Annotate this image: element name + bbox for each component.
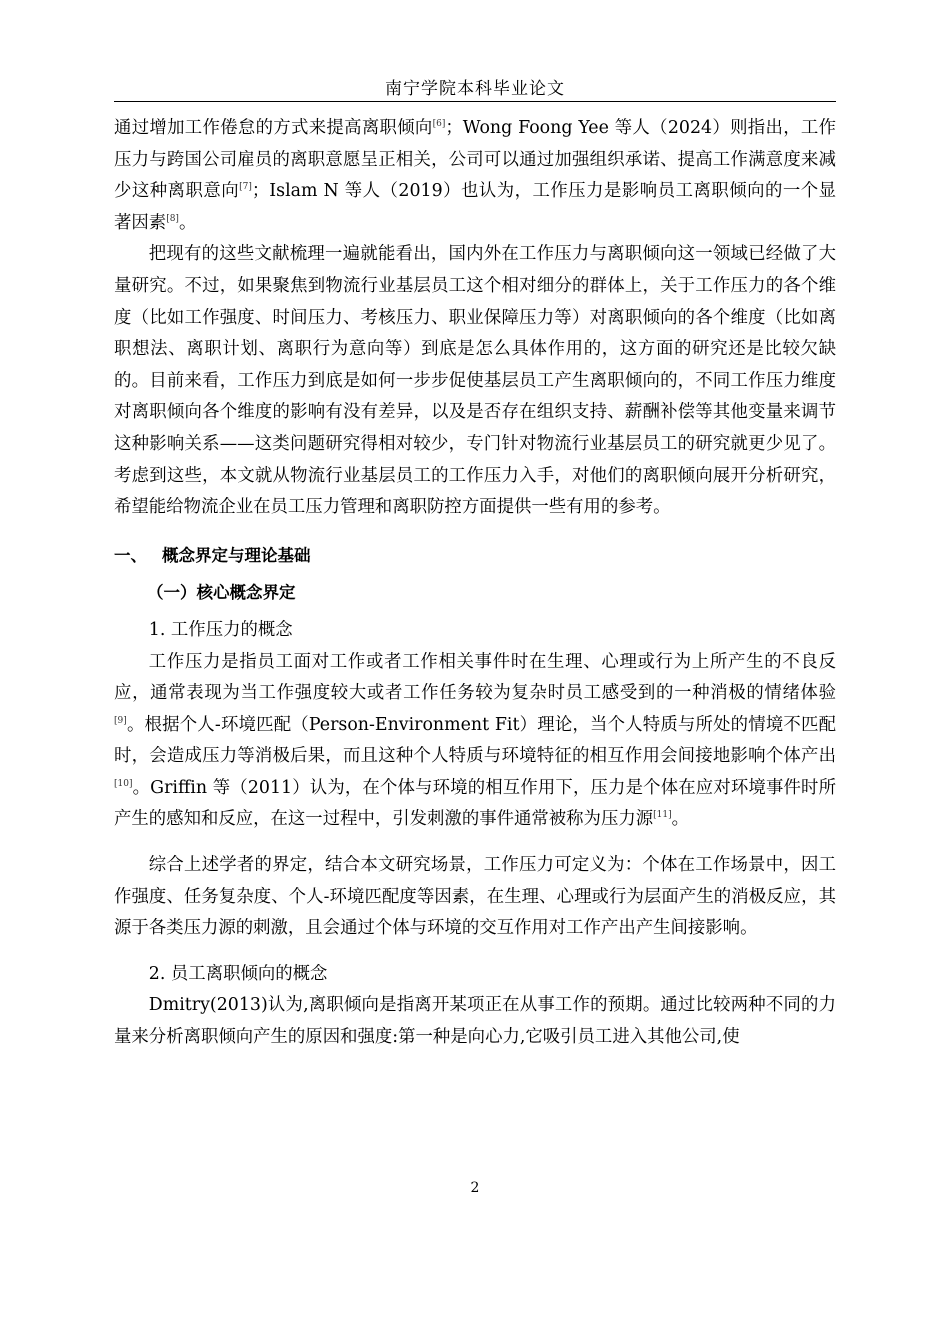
- subsection-heading: （一）核心概念界定: [147, 583, 296, 603]
- paragraph: [114, 113, 836, 239]
- paragraph: [114, 850, 836, 945]
- paragraph-text: 通过增加工作倦怠的方式来提高离职倾向: [114, 118, 433, 138]
- paragraph-text: ；Wong Foong Yee 等人（2024）则指出，工作压力与跨国公司雇员的离职意愿呈正相关，公司可以通过加强组织承诺、提高工作满意度来减少这种离职意向: [114, 118, 836, 202]
- paragraph-text: Dmitry(2013)认为,离职倾向是指离开某项正在从事工作的预期。通过比较两种不同的力量来分析离职倾向产生的原因和强度:第一种是向心力,它吸引员工进入其他公司,使: [114, 995, 836, 1048]
- section-heading: [114, 540, 836, 572]
- paragraph-text: 。: [671, 809, 690, 830]
- citation-marker: [6]: [432, 119, 446, 129]
- subsubsection-heading: 1. 工作压力的概念: [148, 619, 293, 640]
- section-number: 一、: [114, 545, 147, 565]
- citation-marker: [7]: [239, 182, 252, 193]
- paragraph-text: 综合上述学者的界定，结合本文研究场景，工作压力可定义为：个体在工作场景中，因工作强度、任务复杂度、个人-环境匹配度等因素，在生理、心理或行为层面产生的消极反应，其源于各类压力源的刺激，且会通过个体与环境的交互作用对工作产出产生间接影响。: [114, 855, 836, 939]
- paragraph-text: 工作压力是指员工面对工作或者工作相关事件时在生理、心理或行为上所产生的不良反应，通常表现为当工作强度较大或者工作任务较为复杂时员工感受到的一种消极的情绪体验: [114, 651, 836, 704]
- citation-marker: [11]: [653, 810, 672, 821]
- paragraph: [114, 990, 836, 1053]
- subsubsection-heading: 2. 员工离职倾向的概念: [148, 963, 328, 984]
- paragraph: [114, 647, 836, 837]
- paragraph-text: ；Islam N 等人（2019）也认为，工作压力是影响员工离职倾向的一个显著因素: [114, 181, 836, 233]
- paragraph-text: 。Griffin 等（2011）认为，在个体与环境的相互作用下，压力是个体在应对环境事件时所产生的感知和反应，在这一过程中，引发刺激的事件通常被称为压力源: [114, 777, 836, 830]
- section-title: 概念界定与理论基础: [162, 545, 311, 565]
- running-header: 南宁学院本科毕业论文: [385, 79, 565, 99]
- citation-marker: [8]: [166, 213, 179, 224]
- page-number: 2: [470, 1180, 480, 1196]
- paragraph-text: 。: [178, 212, 197, 233]
- paragraph-text: 把现有的这些文献梳理一遍就能看出，国内外在工作压力与离职倾向这一领域已经做了大量研究。不过，如果聚焦到物流行业基层员工这个相对细分的群体上，关于工作压力的各个维度（比如工作强度、时间压力、考核压力、职业保障压力等）对离职倾向的各个维度（比如离职想法、离职计划、离职行为意向等）到底是怎么具体作用的，这方面的研究还是比较欠缺的。目前来看，工作压力到底是如何一步步促使基层员工产生离职倾向的，不同工作压力维度对离职倾向各个维度的影响有没有差异，以及是否存在组织支持、薪酬补偿等其他变量来调节这种影响关系——这类问题研究得相对较少，专门针对物流行业基层员工的研究就更少见了。考虑到这些，本文就从物流行业基层员工的工作压力入手，对他们的离职倾向展开分析研究，希望能给物流企业在员工压力管理和离职防控方面提供一些有用的参考。: [114, 244, 836, 518]
- citation-marker: [9]: [114, 715, 127, 726]
- header-rule: [114, 101, 836, 102]
- citation-marker: [10]: [114, 778, 133, 789]
- paragraph: [114, 239, 836, 523]
- paragraph-text: 。根据个人-环境匹配（Person-Environment Fit）理论，当个人特质与所处的情境不匹配时，会造成压力等消极后果，而且这种个人特质与环境特征的相互作用会间接地影响个体产出: [114, 714, 836, 767]
- body-text: [114, 113, 836, 1054]
